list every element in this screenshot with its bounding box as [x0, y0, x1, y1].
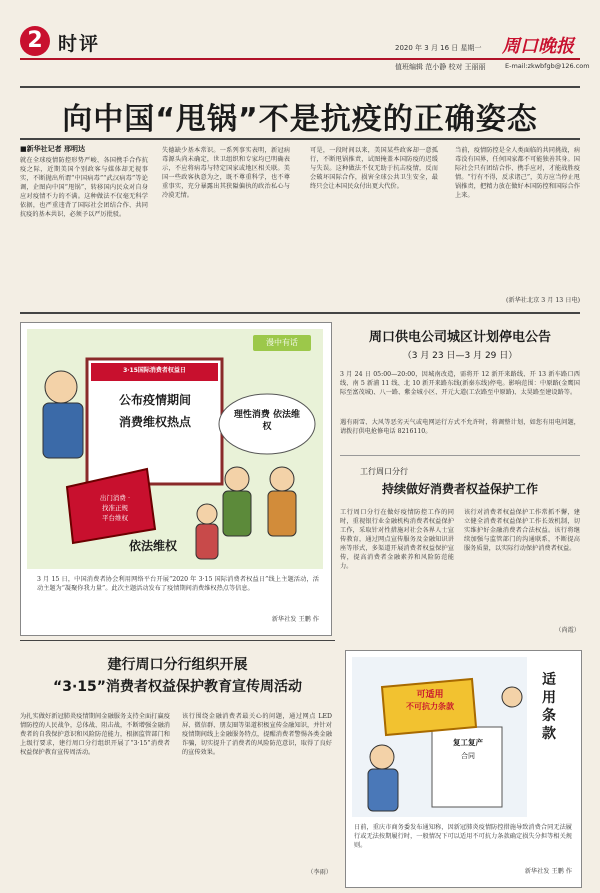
- consumer-headline: 持续做好消费者权益保护工作: [381, 482, 538, 496]
- outage-body-1: 3 月 24 日 05:00—20:00，因城南改造，需将开 12 新开来路线、开 13 新车路口西线、南 5 新浦 11 线、北 10 新开来路东线(新秦东线)停电。影响范围：中原路(金鹰国际至富茂城)、八一路、紫金城小区、开元大道(工农路至中原路)、太昊路至建设路等。: [340, 371, 580, 396]
- board-text-1: 公布疫情期间: [118, 393, 191, 407]
- issue-date: 2020 年 3 月 16 日 星期一: [395, 44, 482, 52]
- page-header: [0, 0, 600, 74]
- outage-dates: （3 月 23 日—3 月 29 日）: [402, 351, 518, 361]
- sign-text-3: 平台维权: [102, 514, 128, 522]
- outage-body-2: 遇有雨雪、大风等恶劣天气或电网运行方式不允许时，将调整计划，如您有用电问题，请拨打供电抢修电话 8216110。: [340, 419, 580, 435]
- feature-cartoon-box: [20, 322, 332, 636]
- newspaper-logo: 周口晚报: [502, 36, 574, 57]
- consumer-kicker: 工行周口分行: [360, 467, 408, 476]
- consumer-column-2: 该行对消费者权益保护工作常抓不懈，建立健全消费者权益保护工作长效机制，切实维护好金融消费者合法权益。该行将继续加强与监管部门的沟通联系，不断提高服务质量，以实际行动保护消费者权益。: [464, 509, 580, 552]
- side-cartoon-box: [345, 650, 582, 888]
- side-sign-text-2: 不可抗力条款: [406, 702, 454, 711]
- header-rule: [20, 58, 580, 60]
- bank-headline-2: “3·15”消费者权益保护教育宣传周活动: [53, 679, 302, 695]
- page-number-badge: 2: [20, 26, 50, 56]
- outage-headline: 周口供电公司城区计划停电公告: [368, 330, 551, 345]
- lead-byline: ■新华社记者 邢明达: [20, 145, 86, 153]
- bank-top-rule: [20, 640, 335, 641]
- lead-column-4: 当前，疫情防控是全人类面临的共同挑战，病毒没有国界，任何国家都不可能独善其身。国际社会只有团结合作、携手应对，才能战胜疫情。“行有不得，反求诸己”，美方应当停止甩锅推责，把精力放在做好本国防控和国际合作上来。: [455, 147, 580, 199]
- bank-article: [20, 642, 335, 887]
- section-divider: [20, 312, 580, 314]
- sign-text-2: 找准正规: [102, 504, 128, 512]
- cartoon-banner: 3·15国际消费者权益日: [123, 367, 186, 374]
- bank-column-1: 为扎实做好新冠肺炎疫情期间金融服务支持全面打赢疫情防控的人民战争，总体战、阻击战，不断增强金融消费者的自我保护意识和风险防范能力，根据监管部门和上级行要求，建行周口分行组织开展了“3·15”消费者权益保护教育宣传周活动。: [20, 713, 170, 756]
- cartoon-caption: 依法维权: [129, 539, 178, 553]
- lead-column-2: 失德缺少基本常识。一系列事实表明，新冠病毒源头尚未确定，世卫组织和专家均已明确表示，不应将病毒与特定国家或地区相关联。美国一些政客执意为之，既不尊重科学，也不尊重事实，充分暴露出其狭隘偏执的政治私心与冷漠无情。: [162, 147, 290, 199]
- presenter-head: [45, 371, 77, 403]
- editors-line: 值班编辑 范小静 校对 王丽丽: [395, 63, 486, 71]
- lead-headline: 向中国“甩锅”不是抗疫的正确姿态: [62, 102, 538, 137]
- section-title: 时评: [58, 33, 101, 55]
- headline-rule: [20, 138, 580, 140]
- bank-author: （李雨）: [307, 869, 332, 876]
- board-text-2: 消费维权热点: [118, 415, 191, 429]
- cartoon-note: 3 月 15 日，中国消费者协会利用网络平台开展“2020 年 3·15 国际消费者权益日”线上主题活动，活动主题为“凝聚你我力量”。此次主题活动发布了疫情期间消费维权热点等信息。: [37, 576, 319, 592]
- outage-notice: [340, 322, 580, 452]
- side-caption: 适用条款: [542, 672, 556, 742]
- lead-article: [20, 74, 580, 312]
- consumer-author: （尚霞）: [555, 627, 580, 634]
- consumer-column-1: 工行周口分行在做好疫情防控工作的同时，重视银行业金融机构消费者权益保护工作，采取针对性措施对社会各界人士宣传教育，通过网点宣传服务及金融知识讲座等形式，多渠道开展消费者权益保护宣传，提高消费者金融素养和风险防范能力。: [340, 509, 454, 570]
- email-line: E-mail:zkwbfgb@126.com: [505, 62, 590, 70]
- sign-text-1: 出门消费 ·: [99, 494, 131, 502]
- bubble-text: 理性消费 依法维权: [233, 410, 301, 432]
- side-sign-text-1: 可适用: [416, 690, 444, 700]
- side-credit: 新华社发 王鹏 作: [524, 868, 572, 875]
- consumer-rights-article: [340, 458, 580, 638]
- outage-divider: [340, 455, 580, 456]
- cartoon-badge: 漫中有话: [253, 335, 311, 351]
- lead-source-note: (新华社北京 3 月 13 日电): [505, 297, 580, 304]
- side-note: 日前，重庆市商务委发布通知称，因新冠肺炎疫情防控措施导致消费合同无法履行或无法按期履行时，一般情况下可以适用不可抗力条款确定损失分担等相关规则。: [354, 824, 572, 849]
- bank-column-2: 该行围绕金融消费者最关心的问题，通过网点 LED 屏、微信群、朋友圈等渠道积极宣传金融知识，并针对疫情期间线上金融服务特点，提醒消费者警惕各类金融诈骗，切实提升了消费者的风险防范意识，取得了良好的宣传效果。: [182, 713, 332, 756]
- side-doc-title: 复工复产: [453, 738, 483, 747]
- top-rule: [20, 86, 580, 88]
- cartoon-credit: 新华社发 王鹏 作: [271, 616, 319, 623]
- lead-column-3: 可是，一段时间以来，美国某些政客却一意孤行，不断甩锅推责，试图掩盖本国防疫的迟缓与失误。这种做法不仅无助于抗击疫情，反而会破坏国际合作，损害全球公共卫生安全，最终只会让本国民众付出更大代价。: [310, 147, 438, 190]
- lead-column-1: 就在全球疫情防控形势严峻、各国携手合作抗疫之际，近期美国个别政客与媒体却无视事实，不断抛出所谓“中国病毒”“武汉病毒”等论调，企图向中国“甩锅”，转移国内民众对自身应对疫情不力的不满。这种做法不仅毫无科学依据，也严重违背了国际社会团结合作、共同抗疫的基本共识，必须予以严厉批驳。: [20, 157, 148, 218]
- side-doc-text: 合同: [461, 752, 475, 760]
- bank-headline-1: 建行周口分行组织开展: [107, 657, 248, 673]
